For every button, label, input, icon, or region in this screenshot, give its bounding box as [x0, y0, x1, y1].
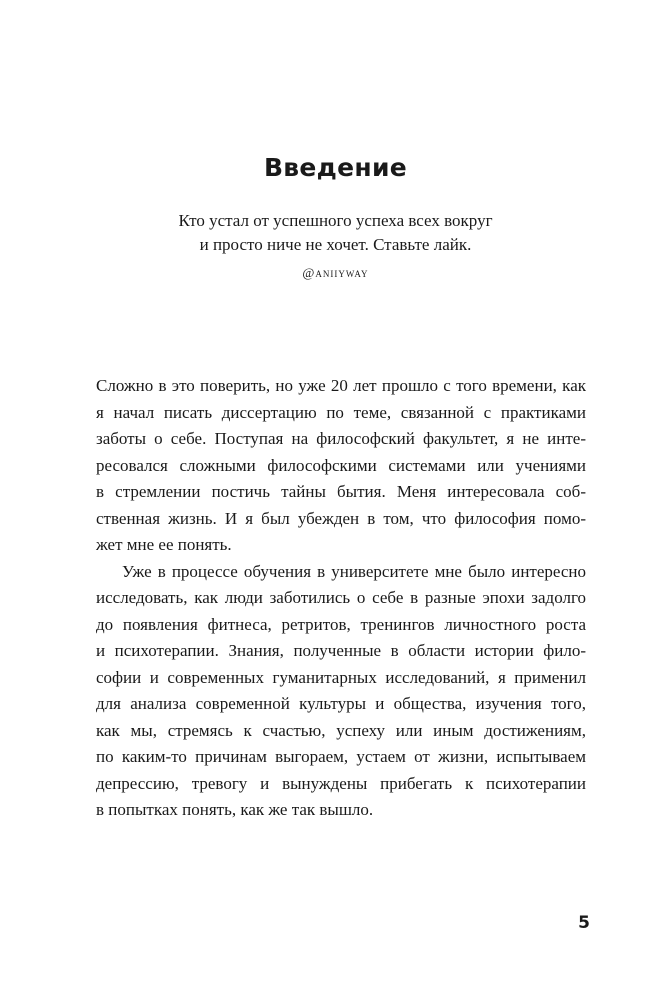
text-line: для анализа современной культуры и общества, изучения того,: [96, 694, 586, 713]
text-line: до появления фитнеса, ретритов, тренингов личностного роста: [96, 614, 586, 634]
chapter-title: Введение: [263, 153, 408, 182]
text-line: Уже в процессе обучения в университете мне было интересно: [122, 561, 586, 581]
text-line: в стремлении постичь тайны бытия. Меня интересовала соб-: [96, 482, 586, 501]
text-line: депрессию, тревогу и вынуждены прибегать к психотерапии: [96, 773, 586, 793]
text-line: и психотерапии. Знания, полученные в области истории фило-: [96, 641, 586, 660]
text-line: жет мне ее понять.: [96, 535, 232, 554]
epigraph-author: @aniiyway: [302, 265, 369, 280]
text-line: Сложно в это поверить, но уже 20 лет прошло с того времени, как: [96, 376, 586, 395]
paragraph: [96, 373, 586, 559]
page-number: 5: [578, 913, 590, 933]
text-line: по каким-то причинам выгораем, устаем от жизни, испытываем: [96, 747, 586, 766]
text-line: заботы о себе. Поступая на философский факультет, я не инте-: [96, 429, 586, 448]
epigraph-line: Кто устал от успешного успеха всех вокруг: [178, 211, 493, 230]
text-line: ственная жизнь. И я был убежден в том, что философия помо-: [96, 508, 586, 528]
body-text: [96, 373, 586, 824]
text-line: как мы, стремясь к счастью, успеху или иным достижениям,: [96, 720, 586, 740]
text-line: в попытках понять, как же так вышло.: [96, 800, 374, 819]
text-line: исследовать, как люди заботились о себе в разные эпохи задолго: [96, 588, 586, 607]
text-line: ресовался сложными философскими системами или учениями: [96, 455, 586, 475]
epigraph: [0, 209, 671, 285]
text-line: я начал писать диссертацию по теме, связанной с практиками: [96, 402, 586, 422]
epigraph-line: и просто ниче не хочет. Ставьте лайк.: [199, 235, 472, 254]
text-line: софии и современных гуманитарных исследований, я применил: [96, 667, 586, 687]
paragraph: [96, 559, 586, 824]
